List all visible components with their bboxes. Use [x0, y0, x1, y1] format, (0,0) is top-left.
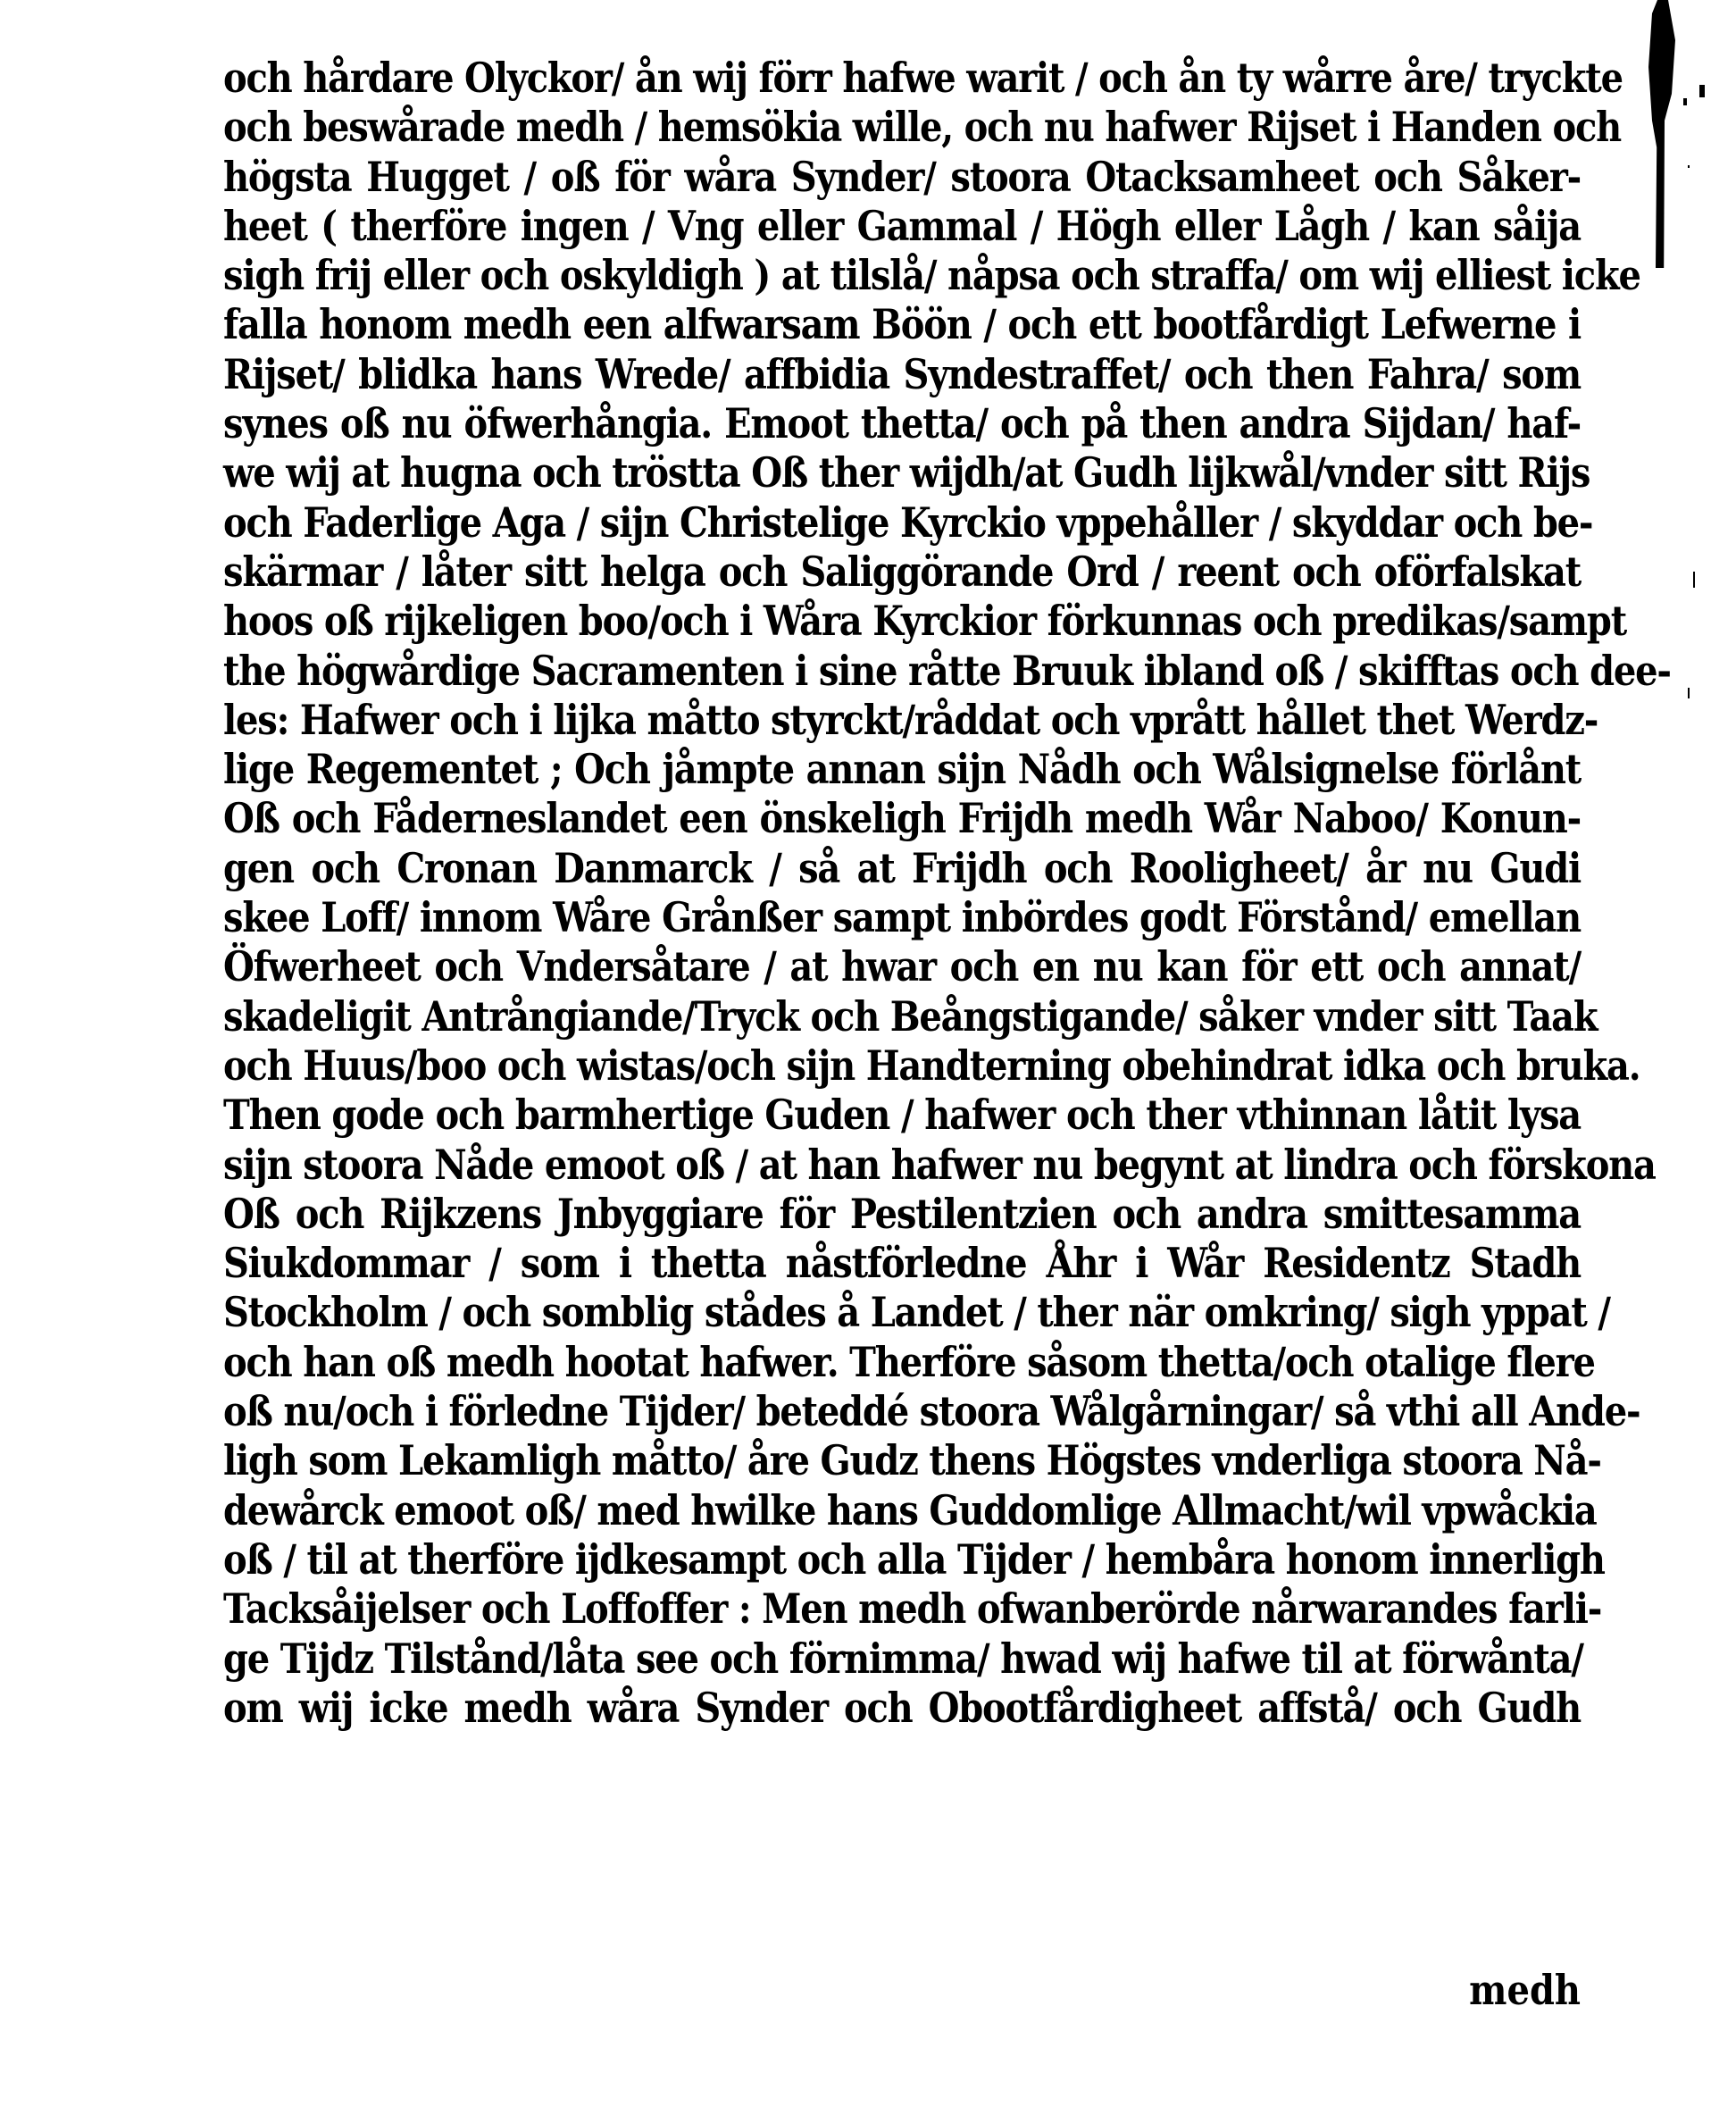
- text-line: sijn stoora Nåde emoot oß / at han hafwer nu begynt at lindra och förskona: [223, 1140, 1656, 1190]
- text-line: Rijset/ blidka hans Wrede/ affbidia Syndestraffet/ och then Fahra/ som: [223, 350, 1581, 399]
- text-line: och Huus/boo och wistas/och sijn Handterning obehindrat idka och bruka.: [223, 1041, 1640, 1091]
- text-line: lige Regementet ; Och jåmpte annan sijn Nådh och Wålsignelse förlånt: [223, 745, 1581, 794]
- text-line: Oß och Fåderneslandet een önskeligh Frijdh medh Wår Naboo/ Konun-: [223, 794, 1581, 843]
- text-line: les: Hafwer och i lijka måtto styrckt/råddat och vprått hållet thet Werdz-: [223, 696, 1598, 745]
- ink-speck: [1688, 165, 1690, 168]
- text-line: Siukdommar / som i thetta nåstförledne Åhr i Wår Residentz Stadh: [223, 1239, 1581, 1288]
- text-line: oß / til at therföre ijdkesampt och alla Tijder / hembåra honom innerligh: [223, 1535, 1605, 1584]
- text-line: om wij icke medh wåra Synder och Obootfårdigheet affstå/ och Gudh: [223, 1684, 1581, 1733]
- ink-speck: [1699, 85, 1705, 97]
- binding-shadow: [1643, 0, 1679, 268]
- text-line: oß nu/och i förledne Tijder/ beteddé stoora Wålgårningar/ så vthi all Ande-: [223, 1387, 1640, 1436]
- ink-speck: [1683, 98, 1687, 105]
- text-line: hoos oß rijkeligen boo/och i Wåra Kyrckior förkunnas och predikas/sampt: [223, 597, 1626, 646]
- text-line: och beswårade medh / hemsökia wille, och nu hafwer Rijset i Handen och: [223, 103, 1622, 152]
- text-line: skee Loff/ innom Wåre Grånßer sampt inbördes godt Förstånd/ emellan: [223, 893, 1581, 942]
- text-line: Stockholm / och somblig stådes å Landet / ther när omkring/ sigh yppat /: [223, 1288, 1610, 1337]
- text-line: högsta Hugget / oß för wåra Synder/ stoora Otacksamheet och Såker-: [223, 153, 1581, 202]
- text-line: ligh som Lekamligh måtto/ åre Gudz thens Högstes vnderliga stoora Nå-: [223, 1436, 1601, 1485]
- text-line: Tacksåijelser och Loffoffer : Men medh ofwanberörde nårwarandes farli-: [223, 1584, 1602, 1634]
- text-line: skärmar / låter sitt helga och Saliggörande Ord / reent och oförfalskat: [223, 548, 1581, 597]
- text-line: the högwårdige Sacramenten i sine råtte Bruuk ibland oß / skifftas och dee-: [223, 647, 1671, 696]
- text-line: synes oß nu öfwerhångia. Emoot thetta/ och på then andra Sijdan/ haf-: [223, 399, 1581, 448]
- text-line: Then gode och barmhertige Guden / hafwer och ther vthinnan låtit lysa: [223, 1091, 1581, 1140]
- ink-speck: [1688, 688, 1690, 698]
- ink-speck: [1693, 572, 1695, 588]
- text-line: gen och Cronan Danmarck / så at Frijdh och Rooligheet/ år nu Gudi: [223, 844, 1581, 893]
- text-line: sigh frij eller och oskyldigh ) at tilslå/ nåpsa och straffa/ om wij elliest icke: [223, 251, 1640, 300]
- text-line: Oß och Rijkzens Jnbyggiare för Pestilentzien och andra smittesamma: [223, 1190, 1581, 1239]
- catchword: medh: [1469, 1966, 1581, 2015]
- text-line: we wij at hugna och tröstta Oß ther wijdh/at Gudh lijkwål/vnder sitt Rijs: [223, 448, 1590, 497]
- text-line: dewårck emoot oß/ med hwilke hans Guddomlige Allmacht/wil vpwåckia: [223, 1486, 1597, 1535]
- text-line: skadeligit Antrångiande/Tryck och Beångstigande/ såker vnder sitt Taak: [223, 992, 1598, 1041]
- text-line: Öfwerheet och Vndersåtare / at hwar och en nu kan för ett och annat/: [223, 942, 1581, 991]
- text-line: och han oß medh hootat hafwer. Therföre såsom thetta/och otalige flere: [223, 1338, 1595, 1387]
- text-line: och hårdare Olyckor/ ån wij förr hafwe warit / och ån ty wårre åre/ tryckte: [223, 54, 1623, 103]
- text-line: falla honom medh een alfwarsam Böön / och ett bootfårdigt Lefwerne i: [223, 300, 1581, 349]
- text-line: och Faderlige Aga / sijn Christelige Kyrckio vppehåller / skyddar och be-: [223, 498, 1593, 548]
- text-line: heet ( therföre ingen / Vng eller Gammal / Högh eller Lågh / kan såija: [223, 202, 1581, 251]
- body-text: [223, 54, 1671, 1733]
- text-line: ge Tijdz Tilstånd/låta see och förnimma/ hwad wij hafwe til at förwånta/: [223, 1634, 1583, 1684]
